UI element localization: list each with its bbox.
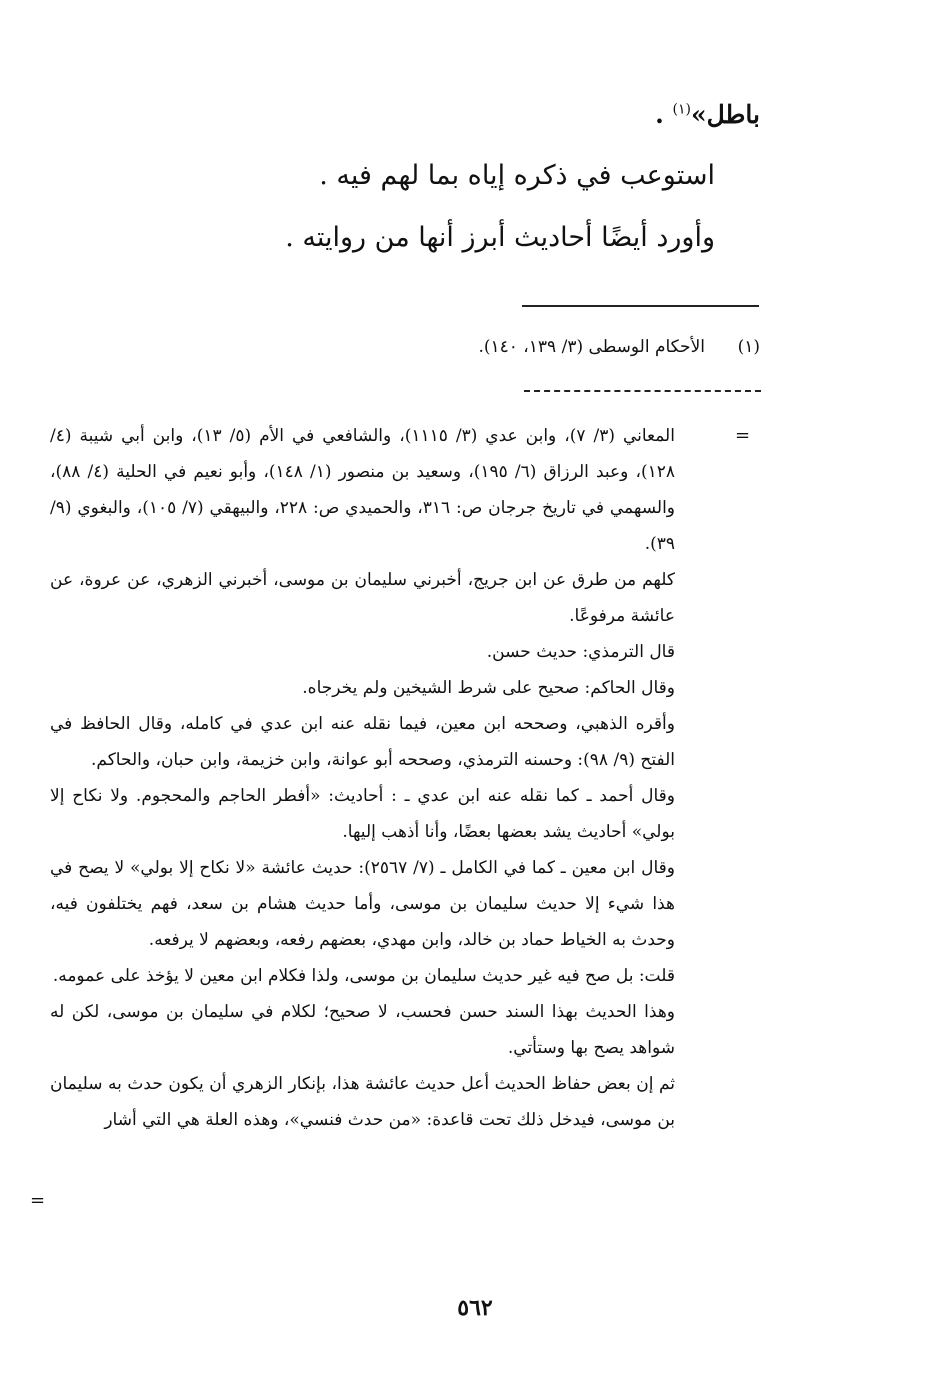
- footnote-reference: (١): [672, 101, 691, 118]
- paragraph-ibn-maeen: وقال ابن معين ـ كما في الكامل ـ (٧/ ٢٥٦٧): حديث عائشة «لا نكاح إلا بولي» لا يصح في هذا شيء إلا حديث سليمان بن موسى، وأما حديث هشام بن سعد، فهم يختلفون فيه، وحدث به الخياط حماد بن خالد، وابن مهدي، بعضهم رفعه، وبعضهم لا يرفعه.: [50, 858, 675, 950]
- continued-footnote-body: [50, 418, 675, 1138]
- dashed-separator: [524, 390, 761, 392]
- paragraph-dhahabi: وأقره الذهبي، وصححه ابن معين، فيما نقله عنه ابن عدي في كامله، وقال الحافظ في الفتح (٩/ ٩٨): وحسنه الترمذي، وصححه أبو عوانة، وابن خزيمة، وابن حبان، والحاكم.: [50, 714, 675, 770]
- paragraph-tirmidhi: قال الترمذي: حديث حسن.: [486, 642, 675, 662]
- main-text-line-1: استوعب في ذكره إياه بما لهم فيه .: [319, 160, 715, 191]
- continuation-mark-bottom: =: [30, 1190, 46, 1211]
- continued-text-line: [655, 100, 760, 129]
- main-text-line-2: وأورد أيضًا أحاديث أبرز أنها من روايته .: [285, 222, 715, 253]
- continued-word: باطل»: [690, 100, 760, 129]
- paragraph-ahmad: وقال أحمد ـ كما نقله عنه ابن عدي ـ : أحاديث: «أفطر الحاجم والمحجوم. ولا نكاح إلا بولي» أحاديث يشد بعضها بعضًا، وأنا أذهب إليها.: [50, 786, 675, 842]
- paragraph-chain: كلهم من طرق عن ابن جريج، أخبرني سليمان بن موسى، أخبرني الزهري، عن عروة، عن عائشة مرفوعًا.: [50, 570, 675, 626]
- footnote-number: (١): [737, 337, 760, 357]
- footnote-text: الأحكام الوسطى (٣/ ١٣٩، ١٤٠).: [478, 337, 705, 357]
- footnote-separator: [522, 305, 759, 307]
- paragraph-hasan: وهذا الحديث بهذا السند حسن فحسب، لا صحيح؛ لكلام في سليمان بن موسى، لكن له شواهد يصح بها وستأتي.: [50, 1002, 675, 1058]
- paragraph-illah: ثم إن بعض حفاظ الحديث أعل حديث عائشة هذا، بإنكار الزهري أن يكون حدث به سليمان بن موسى، فيدخل ذلك تحت قاعدة: «من حدث فنسي»، وهذه العلة هي التي أشار: [50, 1074, 675, 1130]
- continued-end: .: [655, 100, 673, 129]
- continuation-mark-top: =: [735, 425, 751, 446]
- paragraph-sources: المعاني (٣/ ٧)، وابن عدي (٣/ ١١١٥)، والشافعي في الأم (٥/ ١٣)، وابن أبي شيبة (٤/ ١٢٨)، وعبد الرزاق (٦/ ١٩٥)، وسعيد بن منصور (١/ ١٤٨)، وأبو نعيم في الحلية (٤/ ٨٨)، والسهمي في تاريخ جرجان ص: ٣١٦، والحميدي ص: ٢٢٨، والبيهقي (٧/ ١٠٥)، والبغوي (٩/ ٣٩).: [50, 426, 675, 554]
- paragraph-qultu: قلت: بل صح فيه غير حديث سليمان بن موسى، ولذا فكلام ابن معين لا يؤخذ على عمومه.: [52, 966, 675, 986]
- paragraph-hakim: وقال الحاكم: صحيح على شرط الشيخين ولم يخرجاه.: [302, 678, 675, 698]
- page-number: ٥٦٢: [457, 1295, 493, 1321]
